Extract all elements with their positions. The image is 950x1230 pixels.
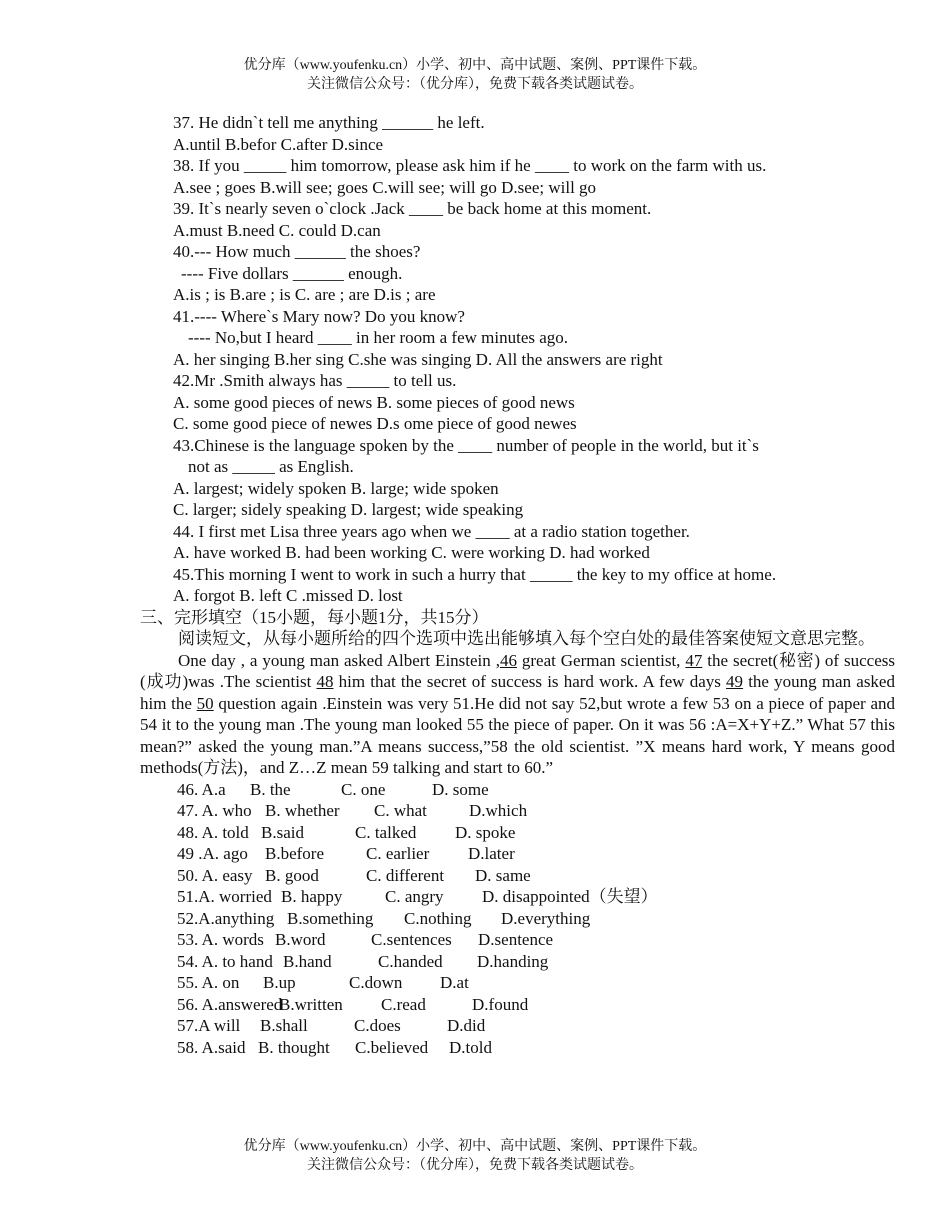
- option-b: B.hand: [283, 951, 332, 971]
- passage-text: One day , a young man asked Albert Einstein ,: [178, 650, 500, 670]
- header-line-1: 优分库（www.youfenku.cn）小学、初中、高中试题、案例、PPT课件下载。: [243, 58, 707, 73]
- footer-line-2: 关注微信公众号：（优分库），免费下载各类试题试卷。: [307, 1158, 643, 1173]
- option-b: B.up: [263, 973, 296, 992]
- option-a: 53. A. words: [177, 930, 264, 949]
- option-c: C.down: [349, 973, 403, 992]
- cloze-question-46: [140, 779, 895, 801]
- page-content: [140, 112, 895, 1058]
- option-a: 49 .A. ago: [177, 844, 248, 863]
- option-b: B. thought: [258, 1037, 330, 1057]
- cloze-question-48: [140, 822, 895, 844]
- page-header: [0, 56, 950, 94]
- cloze-question-56: [140, 994, 895, 1016]
- cloze-instruction: 阅读短文，从每小题所给的四个选项中选出能够填入每个空白处的最佳答案使短文意思完整。: [178, 629, 875, 648]
- q39-options: A.must B.need C. could D.can: [173, 220, 381, 240]
- q39-stem: 39. It`s nearly seven o`clock .Jack ____ be back home at this moment.: [173, 199, 652, 218]
- q41-options: A. her singing B.her sing C.she was singing D. All the answers are right: [173, 349, 663, 369]
- option-a: 54. A. to hand: [177, 951, 273, 971]
- option-d: D.at: [440, 973, 469, 992]
- q43-options-1: A. largest; widely spoken B. large; wide spoken: [173, 478, 499, 498]
- option-d: D.did: [447, 1016, 486, 1035]
- option-c: C. earlier: [366, 844, 430, 863]
- option-c: C.does: [354, 1016, 401, 1035]
- cloze-question-51: [140, 886, 895, 908]
- option-d: D.handing: [477, 951, 549, 971]
- option-a: 46. A.a: [177, 779, 226, 799]
- q45-options: A. forgot B. left C .missed D. lost: [173, 586, 403, 605]
- passage-text: the young man asked him the: [140, 672, 895, 713]
- blank-46: 46: [499, 650, 517, 670]
- blank-49: 49: [726, 672, 744, 691]
- option-d: D. disappointed（失望）: [482, 887, 658, 906]
- page-footer: [0, 1137, 950, 1175]
- option-c: C.read: [381, 994, 426, 1014]
- q42-options-2: C. some good piece of newes D.s ome piece of good newes: [173, 414, 577, 433]
- q40-options: A.is ; is B.are ; is C. are ; are D.is ; are: [173, 285, 436, 304]
- option-b: B.before: [265, 844, 325, 863]
- q40-stem: 40.--- How much ______ the shoes?: [173, 242, 421, 261]
- option-a: 47. A. who: [177, 801, 252, 820]
- q38-options: A.see ; goes B.will see; goes C.will see; will go D.see; will go: [173, 177, 597, 197]
- passage-text: great German scientist,: [516, 650, 686, 670]
- option-c: C.nothing: [404, 908, 472, 928]
- option-a: 50. A. easy: [177, 865, 253, 885]
- cloze-section-title: 三、完形填空（15小题，每小题1分，共15分）: [140, 607, 489, 627]
- option-c: C. one: [341, 779, 386, 799]
- option-c: C. what: [374, 801, 427, 820]
- q43-options-2: C. larger; sidely speaking D. largest; wide speaking: [173, 500, 524, 519]
- option-a: 57.A will: [177, 1016, 241, 1035]
- option-b: B. the: [250, 779, 291, 799]
- option-d: D.sentence: [478, 930, 554, 949]
- q42-stem: 42.Mr .Smith always has _____ to tell us.: [173, 371, 457, 390]
- option-d: D.everything: [501, 908, 591, 928]
- passage-text: question again .Einstein was very 51.He did not say 52,but wrote a few 53 on a piece of paper and 54 it to the young man .The young man looked 55 the piece of paper. On it was 56 :A=X+Y+Z.” What 57 this mean?” asked the young man.”A means success,”58 the old scientist. ”X means hard work, Y means good methods(方法)，and Z…Z mean 59 talking and start to 60.”: [140, 693, 895, 777]
- option-b: B.something: [287, 908, 374, 928]
- option-b: B.shall: [260, 1016, 308, 1035]
- cloze-questions: [140, 779, 895, 1059]
- option-d: D.later: [468, 844, 515, 863]
- cloze-question-52: [140, 908, 895, 930]
- option-c: C.handed: [378, 951, 443, 971]
- blank-47: 47: [685, 650, 703, 670]
- cloze-question-58: [140, 1037, 895, 1059]
- q45-stem: 45.This morning I went to work in such a hurry that _____ the key to my office at home.: [173, 564, 777, 584]
- option-b: B.written: [279, 994, 343, 1014]
- option-a: 52.A.anything: [177, 908, 275, 928]
- option-b: B.said: [261, 822, 304, 842]
- cloze-question-50: [140, 865, 895, 887]
- cloze-question-55: [140, 972, 895, 994]
- option-d: D. spoke: [455, 822, 516, 842]
- cloze-question-47: [140, 800, 895, 822]
- cloze-passage: [140, 650, 895, 779]
- option-d: D.told: [449, 1037, 492, 1057]
- q40-stem-b: ---- Five dollars ______ enough.: [181, 263, 403, 283]
- footer-line-1: 优分库（www.youfenku.cn）小学、初中、高中试题、案例、PPT课件下载。: [243, 1139, 707, 1154]
- option-c: C. angry: [385, 887, 444, 906]
- q43-stem: 43.Chinese is the language spoken by the ____ number of people in the world, but it`s: [173, 435, 759, 455]
- passage-text: him that the secret of success is hard work. A few days: [333, 672, 727, 691]
- option-b: B. good: [265, 865, 319, 885]
- q41-stem: 41.---- Where`s Mary now? Do you know?: [173, 306, 465, 326]
- cloze-question-54: [140, 951, 895, 973]
- blank-48: 48: [316, 672, 334, 691]
- option-c: C. different: [366, 865, 445, 885]
- q42-options-1: A. some good pieces of news B. some pieces of good news: [173, 392, 575, 412]
- option-d: D.found: [472, 994, 529, 1014]
- option-d: D. same: [475, 865, 531, 885]
- option-c: C.believed: [355, 1037, 429, 1057]
- option-a: 51.A. worried: [177, 887, 272, 906]
- cloze-question-53: [140, 929, 895, 951]
- option-c: C.sentences: [371, 930, 452, 949]
- q41-stem-b: ---- No,but I heard ____ in her room a few minutes ago.: [188, 328, 569, 347]
- option-a: 58. A.said: [177, 1037, 246, 1057]
- cloze-question-49: [140, 843, 895, 865]
- option-a: 48. A. told: [177, 822, 249, 842]
- q44-options: A. have worked B. had been working C. were working D. had worked: [173, 543, 650, 562]
- header-line-2: 关注微信公众号：（优分库），免费下载各类试题试卷。: [307, 77, 643, 92]
- q44-stem: 44. I first met Lisa three years ago when we ____ at a radio station together.: [173, 521, 690, 541]
- q43-stem-b: not as _____ as English.: [188, 457, 354, 476]
- option-b: B. happy: [281, 887, 343, 906]
- option-a: 55. A. on: [177, 973, 240, 992]
- option-b: B.word: [275, 930, 326, 949]
- option-d: D. some: [432, 779, 489, 799]
- passage-text: the secret(秘密) of success (成功)was .The scientist: [140, 650, 895, 691]
- option-a: 56. A.answered: [177, 994, 283, 1014]
- option-b: B. whether: [265, 801, 340, 820]
- blank-50: 50: [196, 693, 214, 713]
- cloze-question-57: [140, 1015, 895, 1037]
- option-c: C. talked: [355, 822, 417, 842]
- q37-stem: 37. He didn`t tell me anything ______ he left.: [173, 113, 485, 132]
- q37-options: A.until B.befor C.after D.since: [173, 134, 384, 154]
- option-d: D.which: [469, 801, 528, 820]
- q38-stem: 38. If you _____ him tomorrow, please ask him if he ____ to work on the farm with us.: [173, 156, 767, 175]
